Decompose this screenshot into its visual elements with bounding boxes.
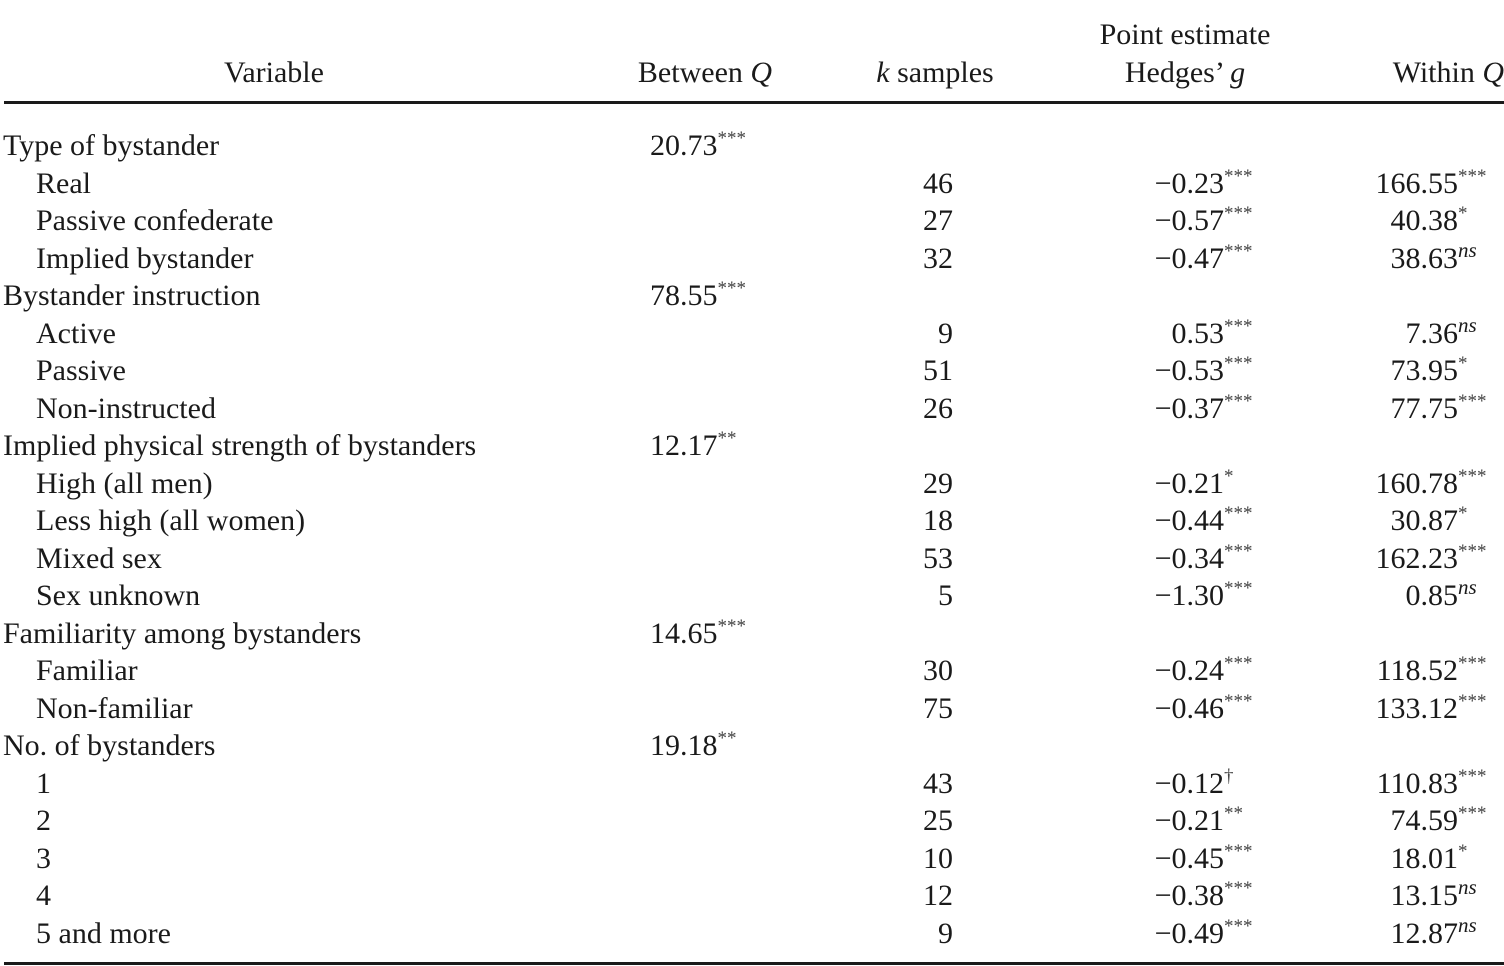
- header-point-estimate: [1060, 17, 1310, 53]
- k-samples-value: 53: [923, 541, 953, 575]
- table-row: [0, 652, 1504, 690]
- hedges-g-significance: *: [1224, 465, 1234, 487]
- variable-label: Real: [36, 166, 91, 200]
- hedges-g-value: −0.46: [1154, 691, 1224, 725]
- within-q-cell: 162.23***: [1375, 540, 1487, 575]
- between-q-significance: ***: [717, 128, 746, 149]
- group-row: [0, 277, 1504, 315]
- hedges-g-value: −0.47: [1154, 241, 1224, 275]
- hedges-g-cell: [1118, 765, 1234, 803]
- hedges-g-cell: [1118, 240, 1253, 278]
- within-q-value: 77.75: [1390, 391, 1458, 425]
- within-q-value: 118.52: [1376, 654, 1458, 687]
- variable-label: Non-familiar: [36, 691, 193, 725]
- variable-label: Familiar: [36, 654, 138, 687]
- header-rule: [4, 101, 1504, 104]
- k-samples-value: 10: [923, 841, 953, 875]
- within-q-cell: 12.87ns: [1390, 912, 1477, 950]
- hedges-g-cell: [1118, 352, 1253, 390]
- between-q-cell: [650, 277, 746, 315]
- table-body: [0, 127, 1504, 952]
- within-q-value: 160.78: [1375, 466, 1458, 500]
- table-row: [0, 690, 1504, 728]
- hedges-g-value: −0.45: [1154, 841, 1224, 875]
- variable-label: 1: [36, 766, 51, 800]
- hedges-g-value: −0.49: [1154, 916, 1224, 950]
- k-samples-value: 32: [923, 241, 953, 275]
- hedges-g-value: 0.53: [1171, 316, 1224, 350]
- table-row: [0, 765, 1504, 803]
- header-variable-text: Variable: [224, 56, 324, 89]
- hedges-g-value: −0.57: [1154, 204, 1224, 237]
- variable-label: 5 and more: [36, 916, 171, 950]
- hedges-g-significance: ***: [1224, 390, 1253, 412]
- table-row: [0, 165, 1504, 203]
- k-samples-value: 46: [923, 166, 953, 200]
- header-between-q: [610, 55, 800, 91]
- within-q-value: 73.95: [1390, 354, 1458, 387]
- hedges-g-significance: ***: [1224, 578, 1253, 599]
- hedges-g-cell: [1118, 540, 1253, 578]
- variable-label: Less high (all women): [36, 504, 306, 537]
- table-row: [0, 540, 1504, 578]
- variable-label: 3: [36, 841, 51, 875]
- table-row: [0, 912, 1504, 953]
- hedges-g-value: −0.44: [1154, 504, 1224, 537]
- within-q-cell: 13.15ns: [1390, 875, 1477, 912]
- table-row: [0, 465, 1504, 503]
- hedges-g-value: −0.24: [1154, 654, 1224, 687]
- k-samples-value: 51: [923, 354, 953, 387]
- hedges-g-significance: ***: [1224, 240, 1253, 262]
- within-q-value: 18.01: [1390, 841, 1458, 875]
- between-q-value: 20.73: [650, 129, 718, 162]
- k-samples-value: 26: [923, 391, 953, 425]
- within-q-cell: 166.55***: [1375, 165, 1487, 200]
- within-q-value: 110.83: [1376, 766, 1458, 800]
- between-q-cell: [650, 127, 746, 165]
- hedges-g-cell: [1118, 652, 1253, 690]
- header-hedges-text: Hedges’: [1124, 56, 1231, 89]
- group-row: [0, 727, 1504, 765]
- hedges-g-value: −1.30: [1154, 579, 1224, 612]
- between-q-cell: [650, 615, 746, 653]
- hedges-g-cell: [1118, 390, 1253, 428]
- hedges-g-significance: **: [1224, 803, 1243, 824]
- header-within-q-text: Within: [1392, 56, 1483, 89]
- header-between-q-symbol: Q: [750, 56, 773, 89]
- hedges-g-cell: [1118, 577, 1253, 615]
- k-samples-value: 9: [938, 916, 953, 950]
- within-q-value: 162.23: [1375, 541, 1458, 575]
- variable-label: Passive confederate: [36, 204, 274, 237]
- k-samples-value: 27: [923, 204, 953, 237]
- between-q-significance: **: [717, 728, 737, 749]
- within-q-value: 40.38: [1390, 204, 1458, 237]
- header-k-symbol: k: [876, 56, 890, 89]
- variable-label: Bystander instruction: [3, 279, 261, 312]
- hedges-g-significance: ***: [1224, 878, 1253, 899]
- variable-label: Type of bystander: [3, 129, 220, 162]
- within-q-value: 133.12: [1375, 691, 1458, 725]
- header-between-q-text: Between: [637, 56, 751, 89]
- variable-label: Implied physical strength of bystanders: [3, 429, 477, 462]
- k-samples-value: 29: [923, 466, 953, 500]
- group-row: [0, 615, 1504, 653]
- hedges-g-value: −0.12: [1154, 766, 1224, 800]
- hedges-g-value: −0.37: [1154, 391, 1224, 425]
- variable-label: 2: [36, 804, 51, 837]
- k-samples-value: 25: [923, 804, 953, 837]
- hedges-g-significance: ***: [1224, 690, 1253, 712]
- hedges-g-significance: ***: [1224, 653, 1253, 674]
- within-q-value: 74.59: [1390, 804, 1458, 837]
- variable-label: Passive: [36, 354, 126, 387]
- within-q-cell: 18.01*: [1390, 840, 1468, 875]
- hedges-g-cell: [1118, 202, 1253, 240]
- hedges-g-significance: ***: [1224, 315, 1253, 337]
- table-row: [0, 312, 1504, 353]
- within-q-cell: 40.38*: [1390, 203, 1468, 237]
- hedges-g-significance: ***: [1224, 353, 1253, 374]
- within-q-cell: 73.95*: [1390, 353, 1468, 387]
- within-q-cell: 30.87*: [1390, 503, 1468, 537]
- between-q-significance: ***: [717, 278, 746, 299]
- within-q-value: 30.87: [1390, 504, 1458, 537]
- within-q-cell: 160.78***: [1375, 465, 1487, 500]
- variable-label: Sex unknown: [36, 579, 201, 612]
- hedges-g-cell: [1118, 315, 1253, 353]
- group-row: [0, 427, 1504, 465]
- k-samples-value: 43: [923, 766, 953, 800]
- header-k-samples: [850, 55, 1020, 91]
- hedges-g-value: −0.21: [1154, 804, 1224, 837]
- hedges-g-value: −0.21: [1154, 466, 1224, 500]
- table-row: [0, 202, 1504, 240]
- hedges-g-value: −0.23: [1154, 166, 1224, 200]
- within-q-cell: 7.36ns: [1405, 312, 1477, 350]
- table-row: [0, 840, 1504, 878]
- hedges-g-cell: [1118, 502, 1253, 540]
- variable-label: Non-instructed: [36, 391, 216, 425]
- header-within-q-symbol: Q: [1482, 56, 1504, 89]
- k-samples-value: 12: [923, 879, 953, 912]
- within-q-value: 0.85: [1405, 579, 1458, 612]
- table-row: [0, 352, 1504, 390]
- within-q-value: 166.55: [1375, 166, 1458, 200]
- within-q-cell: 133.12***: [1375, 690, 1487, 725]
- within-q-cell: 77.75***: [1390, 390, 1487, 425]
- within-q-cell: 110.83***: [1376, 765, 1487, 800]
- table-row: [0, 502, 1504, 540]
- hedges-g-significance: ***: [1224, 165, 1253, 187]
- hedges-g-cell: [1118, 690, 1253, 728]
- hedges-g-cell: [1118, 915, 1253, 953]
- variable-label: High (all men): [36, 466, 213, 500]
- k-samples-value: 75: [923, 691, 953, 725]
- hedges-g-value: −0.38: [1154, 879, 1224, 912]
- between-q-value: 12.17: [650, 429, 718, 462]
- hedges-g-value: −0.34: [1154, 541, 1224, 575]
- header-k-text: samples: [889, 56, 994, 89]
- between-q-value: 19.18: [650, 729, 718, 762]
- variable-label: Active: [36, 316, 116, 350]
- between-q-cell: [650, 727, 737, 765]
- k-samples-value: 9: [938, 316, 953, 350]
- within-q-cell: 118.52***: [1376, 653, 1487, 687]
- table-row: [0, 237, 1504, 278]
- header-variable: [0, 55, 548, 91]
- hedges-g-significance: ***: [1224, 840, 1253, 862]
- hedges-g-cell: [1118, 840, 1253, 878]
- group-row: [0, 127, 1504, 165]
- within-q-cell: 0.85ns: [1405, 575, 1477, 612]
- table-row: [0, 390, 1504, 428]
- hedges-g-significance: ***: [1224, 203, 1253, 224]
- within-q-value: 13.15: [1390, 879, 1458, 912]
- within-q-cell: 38.63ns: [1390, 237, 1477, 275]
- between-q-value: 78.55: [650, 279, 718, 312]
- table-row: [0, 577, 1504, 615]
- between-q-value: 14.65: [650, 616, 718, 650]
- hedges-g-cell: [1118, 802, 1243, 840]
- k-samples-value: 5: [938, 579, 953, 612]
- bottom-rule: [4, 962, 1504, 965]
- hedges-g-cell: [1118, 465, 1234, 503]
- hedges-g-significance: †: [1224, 765, 1234, 787]
- table-row: [0, 877, 1504, 915]
- hedges-g-significance: ***: [1224, 503, 1253, 524]
- table-row: [0, 802, 1504, 840]
- hedges-g-cell: [1118, 877, 1253, 915]
- within-q-value: 7.36: [1405, 316, 1458, 350]
- k-samples-value: 30: [923, 654, 953, 687]
- k-samples-value: 18: [923, 504, 953, 537]
- header-hedges-g: [1060, 55, 1310, 91]
- hedges-g-significance: ***: [1224, 915, 1253, 937]
- variable-label: Implied bystander: [36, 241, 254, 275]
- hedges-g-cell: [1118, 165, 1253, 203]
- within-q-value: 12.87: [1390, 916, 1458, 950]
- variable-label: No. of bystanders: [3, 729, 216, 762]
- within-q-value: 38.63: [1390, 241, 1458, 275]
- hedges-g-significance: ***: [1224, 540, 1253, 562]
- variable-label: Familiarity among bystanders: [3, 616, 362, 650]
- within-q-cell: 74.59***: [1390, 803, 1487, 837]
- variable-label: 4: [36, 879, 51, 912]
- header-point-estimate-text: Point estimate: [1099, 18, 1271, 51]
- between-q-significance: **: [717, 428, 737, 449]
- between-q-cell: [650, 427, 737, 465]
- variable-label: Mixed sex: [36, 541, 162, 575]
- hedges-g-value: −0.53: [1154, 354, 1224, 387]
- between-q-significance: ***: [717, 615, 746, 637]
- header-hedges-symbol: g: [1230, 56, 1246, 89]
- header-within-q: [1340, 55, 1504, 91]
